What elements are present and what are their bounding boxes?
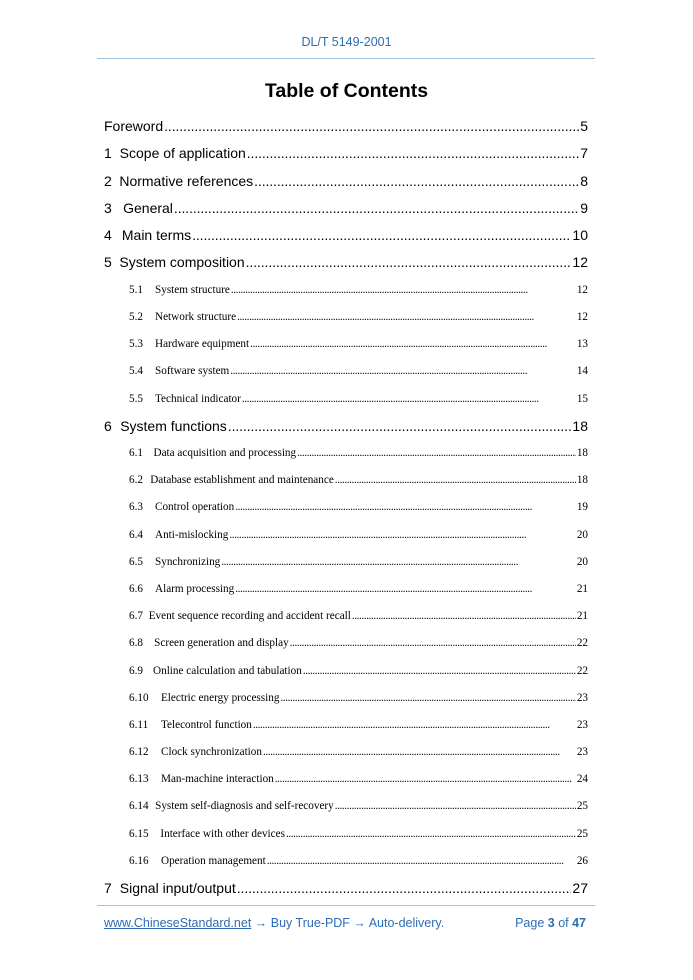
footer-left	[104, 916, 444, 930]
toc-section-entry[interactable]	[104, 712, 588, 739]
toc-section-entry[interactable]	[104, 440, 588, 467]
dot-leader	[242, 386, 576, 413]
toc-entry-page: 23	[576, 718, 588, 731]
toc-entry-label: System structure	[155, 283, 230, 296]
toc-entry-number: 6.14	[129, 800, 149, 813]
toc-section-entry[interactable]	[104, 658, 588, 685]
toc-entry-number: 2	[104, 172, 112, 189]
toc-entry-page: 5	[580, 118, 588, 134]
toc-entry-label: Alarm processing	[155, 582, 235, 595]
dot-leader	[297, 440, 576, 467]
toc-entry-page: 22	[576, 664, 588, 677]
toc-entry-label: Online calculation and tabulation	[153, 664, 302, 677]
toc-entry-label: Hardware equipment	[155, 338, 250, 351]
toc-entry-label: System composition	[119, 254, 245, 271]
dot-leader	[303, 658, 576, 685]
toc-entry-label: Database establishment and maintenance	[150, 474, 334, 487]
footer-divider	[97, 905, 595, 906]
dot-leader	[237, 304, 576, 331]
toc-entry-page: 8	[580, 172, 588, 189]
toc-section-entry[interactable]	[104, 386, 588, 413]
toc-entry-label: Signal input/output	[119, 880, 236, 897]
toc-entry-number: 6	[104, 417, 112, 434]
toc-section-entry[interactable]	[104, 630, 588, 657]
dot-leader	[192, 222, 571, 249]
toc-entry-number: 6.16	[129, 854, 149, 867]
dot-leader	[263, 739, 576, 766]
toc-section-entry[interactable]	[104, 821, 588, 848]
dot-leader	[230, 358, 576, 385]
toc-entry-label: Main terms	[121, 227, 192, 244]
toc-entry-number: 5	[104, 254, 112, 271]
toc-entry-number: 6.13	[129, 773, 149, 786]
toc-section-entry[interactable]	[104, 358, 588, 385]
dot-leader	[253, 712, 576, 739]
toc-entry-page: 26	[576, 854, 588, 867]
toc-entry-number: 5.4	[129, 365, 143, 378]
toc-entry-number: 5.5	[129, 392, 143, 405]
dot-leader	[335, 467, 576, 494]
toc-entry-page: 18	[576, 447, 588, 460]
dot-leader	[229, 522, 575, 549]
dot-leader	[221, 549, 576, 576]
toc-entry-number: 6.10	[129, 691, 149, 704]
document-code-header: DL/T 5149-2001	[301, 35, 392, 49]
toc-entry-label: Clock synchronization	[161, 746, 262, 759]
toc-entry-number: 6.5	[129, 555, 143, 568]
dot-leader	[174, 195, 579, 222]
toc-entry-number: 6.9	[129, 664, 143, 677]
toc-section-entry[interactable]	[104, 494, 588, 521]
toc-chapter-entry[interactable]	[104, 168, 588, 195]
dot-leader	[352, 603, 576, 630]
current-page-number: 3	[547, 916, 555, 930]
toc-entry-page: 21	[576, 610, 588, 623]
toc-entry-number: 7	[104, 880, 112, 897]
dot-leader	[335, 793, 576, 820]
toc-entry-number: 3	[104, 199, 112, 216]
dot-leader	[286, 821, 576, 848]
toc-entry-page: 22	[576, 637, 588, 650]
toc-entry-label: Telecontrol function	[161, 718, 252, 731]
dot-leader	[235, 494, 576, 521]
dot-leader	[246, 249, 572, 276]
toc-entry-label: Interface with other devices	[160, 827, 285, 840]
toc-entry-number: 4	[104, 227, 112, 244]
dot-leader	[235, 576, 576, 603]
toc-entry-page: 9	[580, 199, 588, 216]
toc-entry-label: Screen generation and display	[154, 637, 289, 650]
toc-chapter-entry[interactable]	[104, 140, 588, 167]
dot-leader	[237, 875, 572, 902]
toc-entry-page: 18	[572, 417, 588, 434]
toc-entry-number: 6.8	[129, 637, 143, 650]
toc-entry-label: Man-machine interaction	[161, 773, 274, 786]
toc-entry-number: 6.7	[129, 610, 143, 623]
toc-entry-page: 14	[576, 365, 588, 378]
page-of: of	[554, 916, 573, 930]
toc-entry-number: 6.6	[129, 582, 143, 595]
toc-entry-label: Anti-mislocking	[155, 528, 229, 541]
toc-entry-label: System functions	[120, 417, 227, 434]
dot-leader	[290, 630, 576, 657]
toc-entry-page: 25	[576, 827, 588, 840]
toc-entry-label: Operation management	[161, 854, 266, 867]
toc-entry-page: 12	[576, 310, 588, 323]
toc-entry-label: Event sequence recording and accident recall	[148, 610, 351, 623]
toc-entry-label: Synchronizing	[155, 555, 221, 568]
toc-section-entry[interactable]	[104, 603, 588, 630]
toc-entry-label: Network structure	[155, 310, 237, 323]
toc-entry-page: 20	[576, 528, 588, 541]
page-footer	[104, 916, 586, 930]
toc-entry-label: General	[123, 199, 173, 216]
toc-entry-number: 6.15	[129, 827, 149, 840]
toc-entry-page: 19	[576, 501, 588, 514]
page-indicator	[515, 916, 586, 930]
toc-entry-number: 6.1	[129, 447, 143, 460]
toc-entry-label: Technical indicator	[155, 392, 241, 405]
website-link[interactable]: www.ChineseStandard.net	[104, 916, 252, 930]
toc-section-entry[interactable]	[104, 793, 588, 820]
toc-chapter-entry[interactable]	[104, 113, 588, 140]
toc-entry-number: 5.2	[129, 310, 143, 323]
dot-leader	[164, 113, 579, 140]
toc-entry-number: 1	[104, 145, 112, 162]
toc-entry-number: 5.3	[129, 338, 143, 351]
toc-entry-number: 5.1	[129, 283, 143, 296]
toc-entry-page: 25	[576, 800, 588, 813]
toc-entry-page: 20	[576, 555, 588, 568]
toc-chapter-entry[interactable]	[104, 222, 588, 249]
dot-leader	[254, 168, 579, 195]
toc-section-entry[interactable]	[104, 304, 588, 331]
dot-leader	[280, 685, 575, 712]
header-divider	[97, 58, 595, 59]
toc-entry-page: 23	[576, 746, 588, 759]
toc-entry-number: 6.12	[129, 746, 149, 759]
toc-section-entry[interactable]	[104, 522, 588, 549]
toc-entry-page: 12	[572, 254, 588, 271]
toc-entry-page: 13	[576, 338, 588, 351]
toc-entry-page: 15	[576, 392, 588, 405]
total-pages: 47	[572, 916, 586, 930]
toc-entry-label: Data acquisition and processing	[153, 447, 297, 460]
page-title: Table of Contents	[264, 80, 429, 102]
toc-section-entry[interactable]	[104, 739, 588, 766]
table-of-contents	[104, 113, 588, 902]
toc-section-entry[interactable]	[104, 549, 588, 576]
page-prefix: Page	[515, 916, 548, 930]
toc-chapter-entry[interactable]	[104, 875, 588, 902]
toc-entry-label: Foreword	[104, 118, 164, 134]
toc-section-entry[interactable]	[104, 848, 588, 875]
toc-entry-label: Control operation	[155, 501, 235, 514]
toc-entry-page: 21	[576, 582, 588, 595]
toc-chapter-entry[interactable]	[104, 249, 588, 276]
toc-entry-label: Scope of application	[119, 145, 246, 162]
toc-entry-number: 6.2	[129, 474, 143, 487]
toc-section-entry[interactable]	[104, 277, 588, 304]
dot-leader	[228, 413, 572, 440]
toc-entry-page: 10	[572, 227, 588, 244]
toc-entry-page: 27	[572, 880, 588, 897]
toc-entry-label: System self-diagnosis and self-recovery	[155, 800, 334, 813]
toc-chapter-entry[interactable]	[104, 413, 588, 440]
toc-entry-page: 23	[576, 691, 588, 704]
toc-entry-number: 6.3	[129, 501, 143, 514]
toc-section-entry[interactable]	[104, 467, 588, 494]
toc-section-entry[interactable]	[104, 576, 588, 603]
toc-entry-number: 6.11	[129, 718, 149, 731]
toc-section-entry[interactable]	[104, 766, 588, 793]
dot-leader	[250, 331, 576, 358]
toc-entry-page: 12	[576, 283, 588, 296]
toc-entry-page: 18	[576, 474, 588, 487]
toc-section-entry[interactable]	[104, 331, 588, 358]
dot-leader	[267, 848, 576, 875]
dot-leader	[247, 140, 579, 167]
dot-leader	[275, 766, 576, 793]
toc-entry-label: Electric energy processing	[160, 691, 280, 704]
footer-tagline: → Buy True-PDF → Auto-delivery.	[251, 916, 445, 930]
toc-chapter-entry[interactable]	[104, 195, 588, 222]
toc-entry-page: 24	[576, 773, 588, 786]
toc-entry-number: 6.4	[129, 528, 143, 541]
toc-section-entry[interactable]	[104, 685, 588, 712]
toc-entry-label: Normative references	[119, 172, 254, 189]
toc-entry-page: 7	[580, 145, 588, 162]
toc-entry-label: Software system	[155, 365, 230, 378]
dot-leader	[231, 277, 576, 304]
